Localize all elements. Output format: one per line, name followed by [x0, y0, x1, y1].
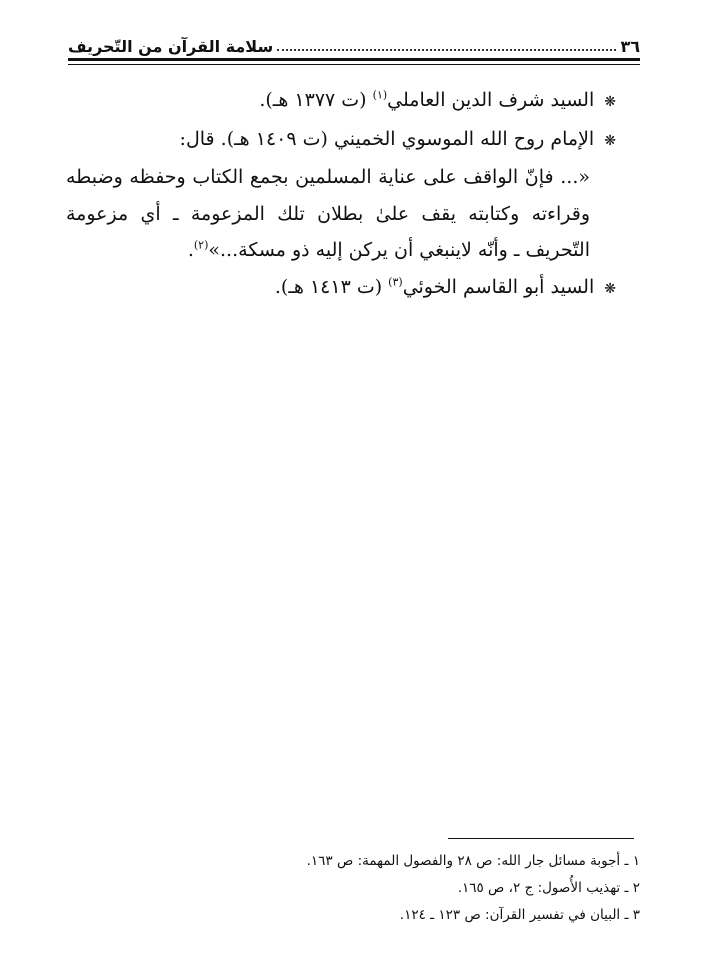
item-tail: (ت ١٤١٣ هـ). — [274, 275, 383, 298]
quotation — [66, 159, 616, 269]
item-text: السيد أبو القاسم الخوئي — [402, 275, 595, 298]
footnote-ref: (٣) — [388, 275, 403, 289]
footnote: ١ ـ أجوبة مسائل جار الله: ص ٢٨ والفصول المهمة: ص ١٦٣. — [306, 853, 640, 869]
list-item — [66, 269, 616, 308]
footnotes — [220, 848, 640, 929]
flower-bullet-icon: ❋ — [604, 280, 616, 297]
flower-bullet-icon: ❋ — [604, 94, 616, 110]
quotation-end: . — [187, 239, 194, 261]
page-number: ٣٦ — [620, 37, 640, 56]
header-rule-thick — [68, 58, 640, 61]
footnote: ٣ ـ البيان في تفسير القرآن: ص ١٢٣ ـ ١٢٤. — [399, 907, 640, 923]
list-item — [66, 121, 616, 160]
running-title: سلامة القرآن من التّحريف — [68, 37, 274, 56]
footnote: ٢ ـ تهذيب الأُصول: ج ٢، ص ١٦٥. — [457, 880, 640, 896]
running-header — [68, 30, 640, 56]
header-rule-thin — [68, 64, 640, 65]
item-text: السيد شرف الدين العاملي — [387, 89, 595, 111]
dotted-leader — [277, 49, 616, 51]
footnote-ref: (٢) — [193, 238, 209, 252]
main-text — [66, 82, 616, 307]
flower-bullet-icon: ❋ — [604, 132, 616, 149]
item-tail: (ت ١٣٧٧ هـ). — [259, 89, 367, 111]
footnote-ref: (١) — [372, 88, 388, 102]
quotation-text: «... فإنّ الواقف على عناية المسلمين بجمع الكتاب وحفظه وضبطه وقراءته وكتابته يقف علىٰ بطلان تلك المزعومة ـ أي مزعومة التّحريف ـ وأنّه لاينبغي أن يركن إليه ذو مسكة...» — [66, 166, 590, 261]
footnote-separator — [448, 838, 634, 839]
item-text: الإمام روح الله الموسوي الخميني (ت ١٤٠٩ هـ). قال: — [179, 127, 595, 150]
list-item — [66, 82, 616, 121]
